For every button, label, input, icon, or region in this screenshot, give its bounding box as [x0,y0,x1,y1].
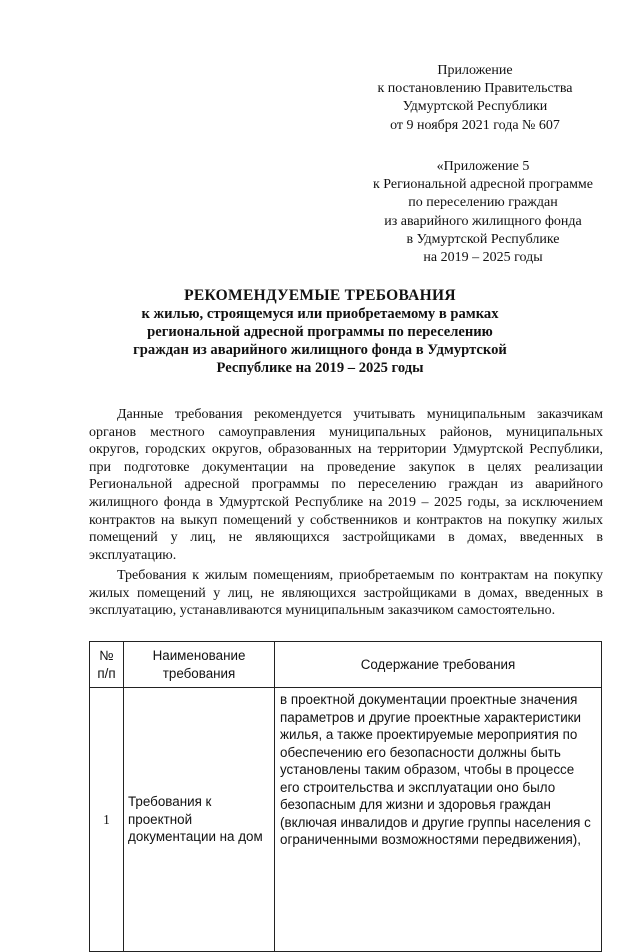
requirements-table [89,641,602,952]
appendix-header-line: Удмуртской Республики [402,99,548,115]
nested-appendix-line: по переселению граждан [408,195,558,211]
row-name-line: проектной [128,811,193,827]
nested-appendix-line: «Приложение 5 [436,159,530,174]
row-name-line: Требования к [128,794,212,810]
table-row [90,688,602,952]
title-subtitle-line: граждан из аварийного жилищного фонда в Удмуртской [133,342,507,358]
appendix-header-line: к постановлению Правительства [377,81,573,97]
appendix-header-line: от 9 ноября 2021 года № 607 [390,117,560,133]
header-number [90,642,124,688]
nested-appendix-header [357,158,609,267]
table-header-row [90,642,602,688]
header-name [124,642,275,688]
header-name-line: требования [162,665,236,681]
header-number-line: № [99,648,114,663]
row-content: в проектной документации проектные значения параметров и другие проектные характеристики жилья, а также проектируемые мероприятия по обеспечению его безопасности должны быть установлены таким образом, чтобы в процессе его строительства и эксплуатации оно было безопасным для жизни и здоровья граждан (включая инвалидов и другие группы населения с ограниченными возможностями передвижения), [275,688,602,952]
nested-appendix-line: из аварийного жилищного фонда [384,213,582,229]
row-name [124,688,275,952]
nested-appendix-line: к Региональной адресной программе [372,177,593,193]
appendix-header-line: Приложение [437,63,513,78]
row-name-line: документации на дом [128,829,263,845]
document-title [90,287,550,377]
purchase-paragraph: Требования к жилым помещениям, приобретаемым по контрактам на покупку жилых помещений у лиц, не являющихся застройщиками в домах, введенных в эксплуатацию, устанавливаются муниципальным заказчиком самостоятельно. [89,568,603,619]
title-main: РЕКОМЕНДУЕМЫЕ ТРЕБОВАНИЯ [184,287,456,304]
header-content: Содержание требования [275,642,602,688]
appendix-header [360,62,590,135]
title-subtitle-line: к жилью, строящемуся или приобретаемому в рамках [141,306,499,322]
nested-appendix-line: в Удмуртской Республике [406,231,560,247]
header-number-line: п/п [97,665,116,681]
nested-appendix-line: на 2019 – 2025 годы [423,250,543,266]
intro-paragraph: Данные требования рекомендуется учитывать муниципальным заказчикам органов местного самоуправления муниципальных районов, муниципальных округов, городских округов, образованных на территории Удмуртской Республики, при подготовке документации на проведение закупок в целях реализации Региональной адресной программы по переселению граждан из аварийного жилищного фонда в Удмуртской Республике на 2019 – 2025 годы, за исключением контрактов на выкуп помещений у собственников и контрактов на покупку жилых помещений у лиц, не являющихся застройщиками в домах, введенных в эксплуатацию. [89,407,603,563]
header-name-line: Наименование [152,648,246,663]
title-subtitle-line: региональной адресной программы по переселению [147,324,493,340]
row-number: 1 [90,688,124,952]
title-subtitle-line: Республике на 2019 – 2025 годы [216,360,424,376]
